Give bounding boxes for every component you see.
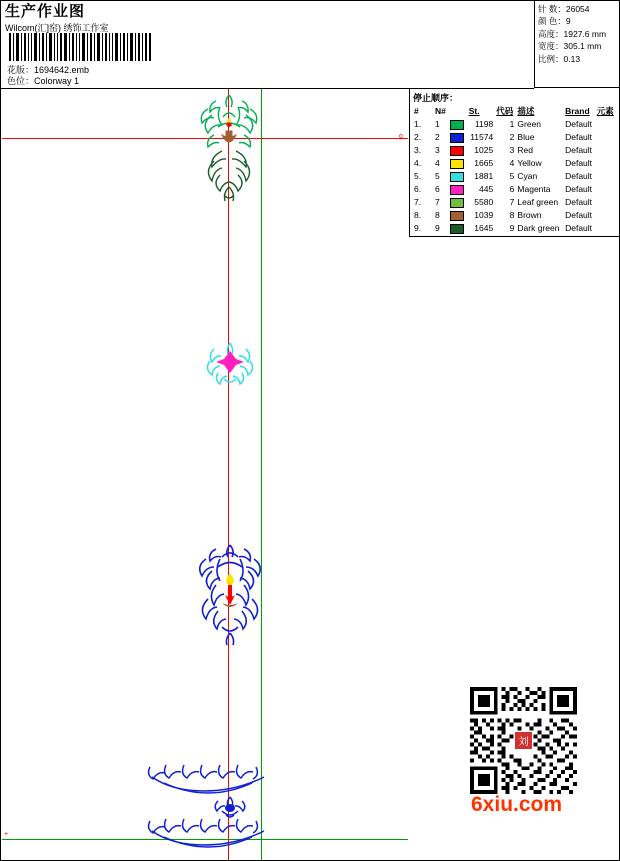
col-brand: Brand: [565, 106, 590, 116]
cell-index: 2.: [414, 132, 422, 142]
cell-stitches: 1039: [474, 210, 494, 220]
color-swatch: [450, 211, 464, 221]
cell-code: 4: [509, 158, 515, 168]
cell-description: Magenta: [517, 184, 551, 194]
cell-description: Cyan: [517, 171, 538, 181]
color-sequence-panel: [409, 89, 620, 237]
cell-number: 6: [435, 184, 440, 194]
cell-swatch: [449, 118, 468, 131]
cell-code: 9: [509, 223, 515, 233]
table-header-row: [413, 105, 617, 118]
cell-description: Yellow: [517, 158, 542, 168]
embroidery-motif-band-upper: [144, 761, 272, 799]
svg-text:刘: 刘: [518, 735, 529, 748]
barcode: [7, 33, 153, 61]
cell-number: 5: [435, 171, 440, 181]
cell-number: 4: [435, 158, 440, 168]
table-row: [413, 209, 617, 222]
cell-swatch: [449, 222, 468, 235]
cell-number: 1: [435, 119, 440, 129]
cell-stitches: 1665: [474, 158, 494, 168]
color-swatch: [450, 133, 464, 143]
table-row: [413, 183, 617, 196]
cell-stitches: 5580: [474, 197, 494, 207]
cell-swatch: [449, 196, 468, 209]
col-desc: 描述: [517, 106, 535, 116]
table-row: [413, 118, 617, 131]
cell-index: 4.: [414, 158, 422, 168]
design-meta: [7, 65, 89, 87]
cell-description: Blue: [517, 132, 535, 142]
cell-code: 5: [509, 171, 515, 181]
cell-stitches: 445: [479, 184, 494, 194]
corner-mark-top: o: [399, 133, 403, 140]
table-row: [413, 144, 617, 157]
cell-number: 7: [435, 197, 440, 207]
cell-element: [596, 170, 617, 183]
col-number: N#: [435, 106, 446, 116]
header-stats: [534, 1, 620, 88]
header-left: [5, 3, 530, 87]
stat-colors: [538, 15, 618, 27]
stat-colors-value: 9: [565, 16, 571, 27]
meta-colorway: 色位：Colorway 1: [7, 76, 80, 86]
cell-description: Red: [517, 145, 533, 155]
embroidery-motif-top: [190, 91, 268, 208]
color-swatch: [450, 172, 464, 182]
page-title: 生产作业图: [5, 3, 86, 20]
cell-brand: Default: [565, 184, 593, 194]
cell-number: 3: [435, 145, 440, 155]
cell-code: 6: [509, 184, 515, 194]
cell-element: [596, 144, 617, 157]
stat-stitches: [538, 3, 618, 15]
stat-width-label: 宽度：: [538, 41, 564, 52]
cell-swatch: [449, 157, 468, 170]
cell-number: 8: [435, 210, 440, 220]
cell-element: [596, 131, 617, 144]
table-row: [413, 157, 617, 170]
stat-width-value: 305.1 mm: [563, 41, 602, 52]
cell-description: Leaf green: [517, 197, 559, 207]
color-swatch: [450, 224, 464, 234]
stat-stitches-value: 26054: [565, 4, 590, 14]
cell-brand: Default: [565, 132, 593, 142]
cell-element: [596, 118, 617, 131]
cell-element: [596, 183, 617, 196]
cell-stitches: 1881: [474, 171, 494, 181]
cell-element: [596, 222, 617, 235]
embroidery-motif-lower: [192, 541, 268, 651]
cell-stitches: 11574: [470, 132, 494, 142]
cell-swatch: [449, 144, 468, 157]
page-subtitle: Wilcom(汇]窑) 绣饰工作室: [5, 23, 109, 33]
site-brand: 6xiu.com: [471, 793, 563, 816]
cell-element: [596, 196, 617, 209]
cell-number: 2: [435, 132, 440, 142]
cell-swatch: [449, 183, 468, 196]
table-row: [413, 131, 617, 144]
cell-brand: Default: [565, 223, 593, 233]
cell-code: 2: [509, 132, 515, 142]
cell-brand: Default: [565, 158, 593, 168]
cell-swatch: [449, 170, 468, 183]
cell-description: Brown: [517, 210, 542, 220]
cell-index: 8.: [414, 210, 422, 220]
color-swatch: [450, 146, 464, 156]
design-preview: [2, 89, 408, 860]
stat-colors-label: 颜 色：: [538, 16, 566, 27]
col-code: 代码: [496, 106, 514, 116]
stat-scale-label: 比例：: [538, 53, 564, 64]
cell-code: 1: [509, 119, 515, 129]
cell-code: 7: [509, 197, 515, 207]
meta-file: 花版：1694642.emb: [7, 65, 90, 75]
color-swatch: [450, 159, 464, 169]
cell-element: [596, 209, 617, 222]
stat-height: [538, 28, 618, 40]
stat-width: [538, 40, 618, 52]
stat-scale: [538, 53, 618, 65]
cell-number: 9: [435, 223, 440, 233]
corner-mark-bottom: +: [4, 831, 9, 838]
cell-index: 6.: [414, 184, 422, 194]
cell-index: 5.: [414, 171, 422, 181]
cell-brand: Default: [565, 171, 593, 181]
color-sequence-title: 停止顺序：: [413, 93, 459, 103]
cell-brand: Default: [565, 145, 593, 155]
cell-index: 3.: [414, 145, 422, 155]
cell-index: 9.: [414, 223, 422, 233]
stat-height-label: 高度：: [538, 28, 564, 39]
table-row: [413, 222, 617, 235]
color-swatch: [450, 120, 464, 130]
stat-stitches-label: 针 数：: [538, 4, 566, 14]
cell-element: [596, 157, 617, 170]
cell-brand: Default: [565, 119, 593, 129]
embroidery-motif-middle: [202, 339, 258, 389]
cell-code: 8: [509, 210, 515, 220]
col-swatch: [449, 105, 468, 118]
cell-swatch: [449, 131, 468, 144]
table-row: [413, 196, 617, 209]
table-row: [413, 170, 617, 183]
col-stitches: St.: [468, 106, 480, 116]
embroidery-motif-band-lower: [144, 817, 272, 853]
cell-swatch: [449, 209, 468, 222]
stat-height-value: 1927.6 mm: [563, 28, 607, 39]
col-element: 元素: [596, 106, 614, 116]
cell-stitches: 1198: [474, 119, 494, 129]
cell-stitches: 1645: [474, 223, 494, 233]
cell-stitches: 1025: [474, 145, 494, 155]
col-index: #: [414, 106, 419, 116]
cell-description: Green: [517, 119, 542, 129]
color-sequence-table: [413, 105, 617, 235]
cell-index: 1.: [414, 119, 422, 129]
cell-index: 7.: [414, 197, 422, 207]
cell-brand: Default: [565, 210, 593, 220]
cell-code: 3: [509, 145, 515, 155]
cell-description: Dark green: [517, 223, 560, 233]
color-swatch: [450, 185, 464, 195]
stat-scale-value: 0.13: [563, 53, 581, 64]
qr-code: [466, 683, 581, 798]
cell-brand: Default: [565, 197, 593, 207]
color-swatch: [450, 198, 464, 208]
